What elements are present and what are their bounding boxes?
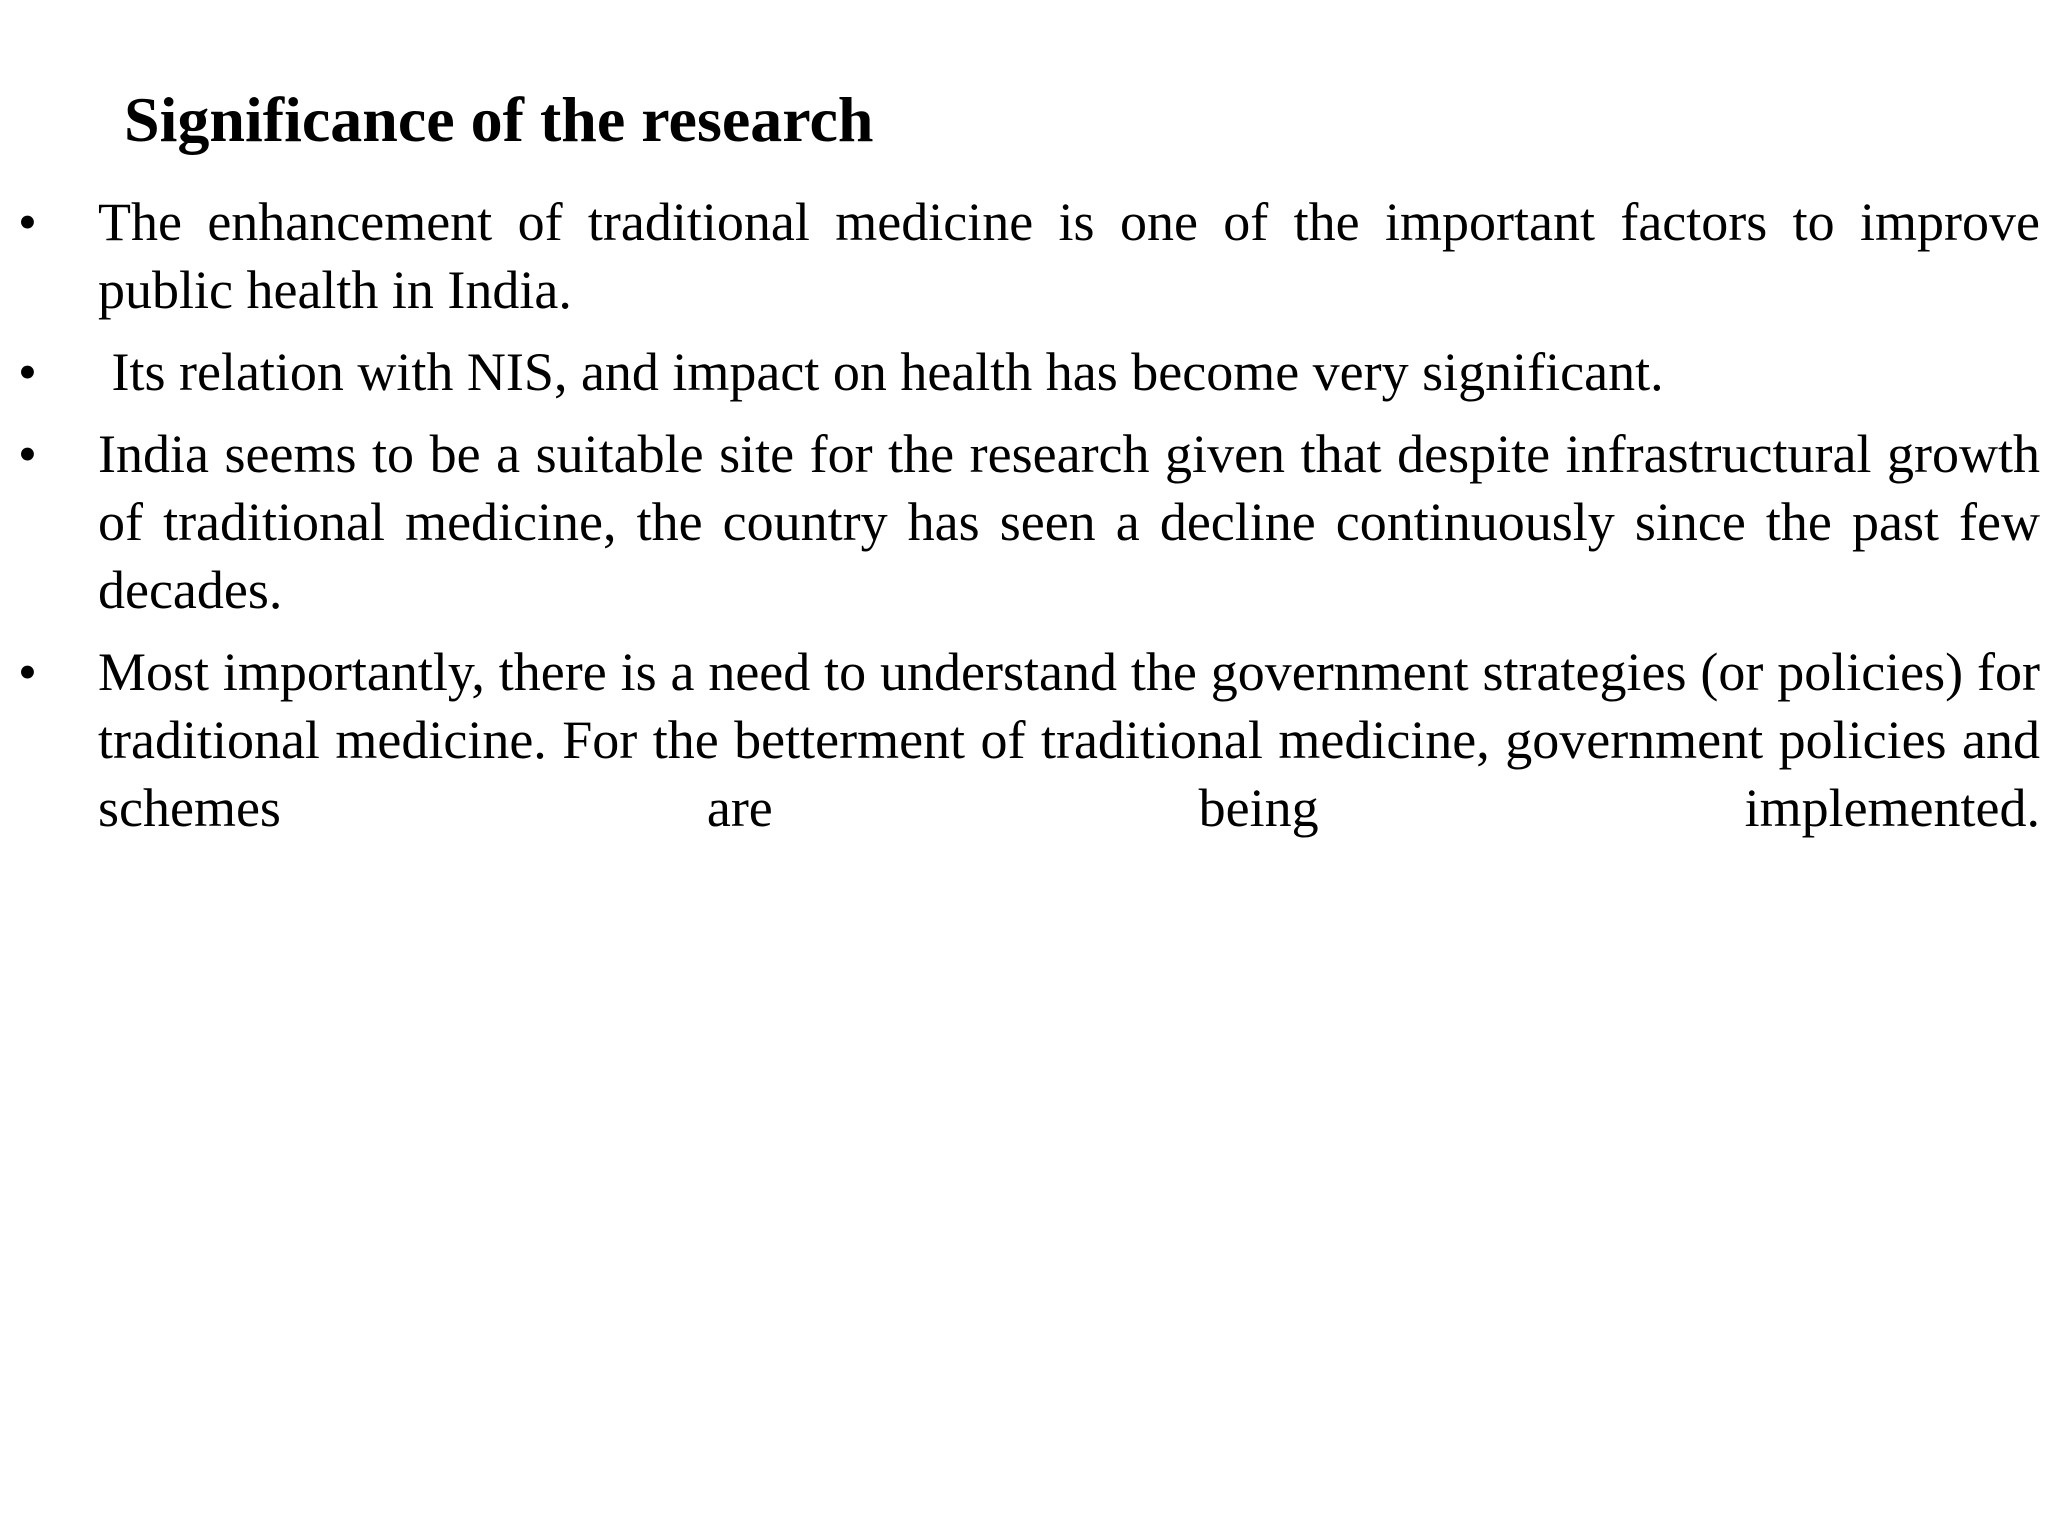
bullet-icon: • bbox=[18, 342, 37, 402]
bullet-text: India seems to be a suitable site for the research given that despite infrastructural growth of traditional medicine, the country has seen a decline continuously since the past few decades. bbox=[98, 424, 2040, 620]
bullet-item bbox=[0, 338, 2040, 406]
bullet-icon: • bbox=[18, 192, 37, 252]
bullet-text: The enhancement of traditional medicine is one of the important factors to improve public health in India. bbox=[98, 192, 2040, 320]
bullet-item bbox=[0, 638, 2040, 842]
slide-title: Significance of the research bbox=[124, 84, 874, 155]
bullet-text: Its relation with NIS, and impact on health has become very significant. bbox=[98, 342, 1664, 402]
bullet-icon: • bbox=[18, 642, 37, 702]
bullet-list bbox=[0, 188, 2040, 856]
bullet-item bbox=[0, 420, 2040, 624]
bullet-item bbox=[0, 188, 2040, 324]
bullet-icon: • bbox=[18, 424, 37, 484]
bullet-text: Most importantly, there is a need to understand the government strategies (or policies) for traditional medicine. For the betterment of traditional medicine, government policies and schemes are being implemented. bbox=[98, 642, 2040, 838]
